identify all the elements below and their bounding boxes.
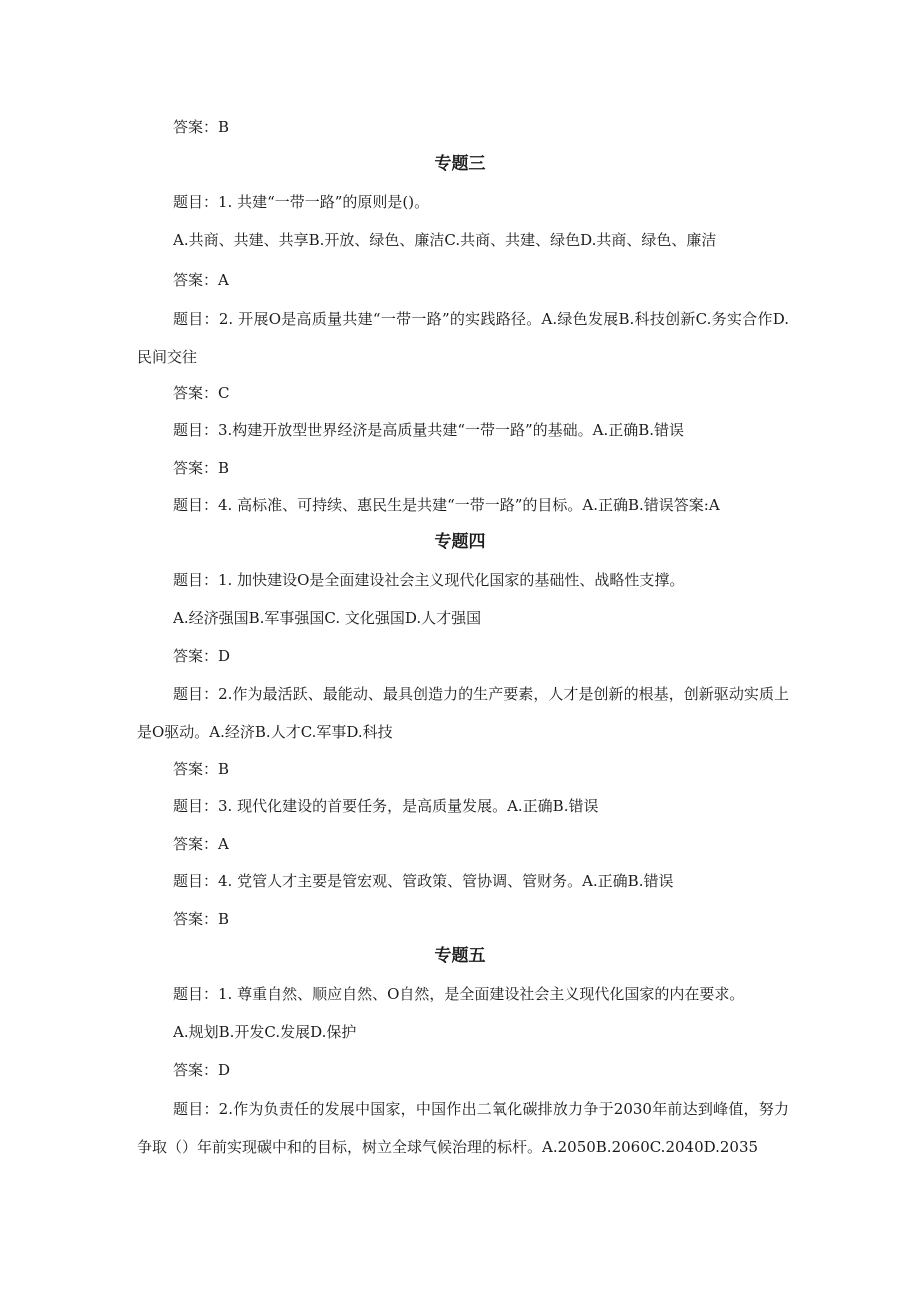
section-heading-5: 专题五 (434, 946, 486, 966)
question-line: 题目：1. 尊重自然、顺应自然、O自然，是全面建设社会主义现代化国家的内在要求。 (173, 985, 745, 1003)
question-line: 题目：1. 加快建设O是全面建设社会主义现代化国家的基础性、战略性支撑。 (173, 571, 685, 589)
answer-line: 答案：C (173, 384, 230, 402)
answer-line: 答案：D (173, 647, 231, 665)
question-line: 题目：3.构建开放型世界经济是高质量共建“一带一路”的基础。A.正确B.错误 (173, 421, 685, 439)
answer-line: 答案：B (173, 459, 230, 477)
question-paragraph: 题目：2.作为负责任的发展中国家，中国作出二氧化碳排放力争于2030年前达到峰值，努力争取（）年前实现碳中和的目标，树立全球气候治理的标杆。A.2050B.2060C.2040D.2035 (137, 1100, 789, 1156)
section-heading-4: 专题四 (434, 532, 486, 552)
answer-line: 答案：B (173, 118, 230, 136)
answer-line: 答案：B (173, 910, 230, 928)
answer-line: 答案：A (173, 835, 229, 853)
question-line: 题目：4. 高标准、可持续、惠民生是共建“一带一路”的目标。A.正确B.错误答案:A (173, 496, 720, 514)
answer-line: 答案：D (173, 1061, 231, 1079)
options-line: A.规划B.开发C.发展D.保护 (173, 1023, 357, 1041)
options-line: A.经济强国B.军事强国C. 文化强国D.人才强国 (173, 609, 482, 627)
question-paragraph: 题目：2. 开展O是高质量共建“一带一路”的实践路径。A.绿色发展B.科技创新C.务实合作D.民间交往 (137, 310, 789, 366)
answer-line: 答案：A (173, 271, 229, 289)
question-paragraph: 题目：2.作为最活跃、最能动、最具创造力的生产要素，人才是创新的根基，创新驱动实质上是O驱动。A.经济B.人才C.军事D.科技 (137, 685, 789, 741)
answer-line: 答案：B (173, 760, 230, 778)
section-heading-3: 专题三 (434, 154, 486, 174)
question-line: 题目：1. 共建“一带一路”的原则是()。 (173, 193, 430, 211)
question-line: 题目：3. 现代化建设的首要任务，是高质量发展。A.正确B.错误 (173, 797, 599, 815)
question-line: 题目：4. 党管人才主要是管宏观、管政策、管协调、管财务。A.正确B.错误 (173, 872, 674, 890)
options-line: A.共商、共建、共享B.开放、绿色、廉洁C.共商、共建、绿色D.共商、绿色、廉洁 (173, 231, 717, 249)
